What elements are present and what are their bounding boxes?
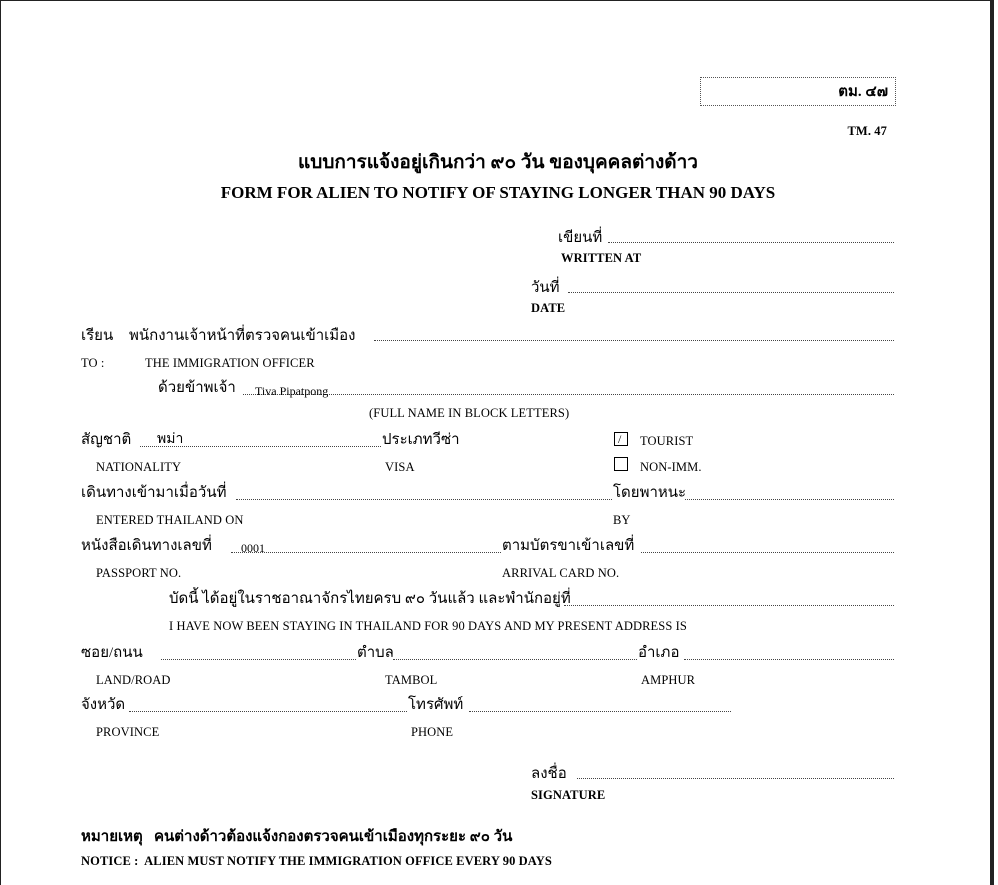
fullname-label-th: ด้วยข้าพเจ้า — [158, 380, 236, 396]
entered-field[interactable] — [236, 499, 612, 500]
form-code-th: ตม. ๔๗ — [838, 84, 888, 100]
signature-field[interactable] — [577, 778, 894, 779]
visa-label-th: ประเภทวีซ่า — [382, 432, 460, 448]
arrival-card-field[interactable] — [641, 552, 894, 553]
arrival-card-label-en: ARRIVAL CARD NO. — [502, 566, 620, 580]
nationality-label-th: สัญชาติ — [81, 432, 132, 448]
tambol-field[interactable] — [393, 659, 637, 660]
tambol-label-th: ตำบล — [357, 645, 394, 661]
fullname-hint: (FULL NAME IN BLOCK LETTERS) — [369, 406, 570, 420]
signature-label-en: SIGNATURE — [531, 788, 606, 802]
date-label-th: วันที่ — [531, 280, 560, 296]
tambol-label-en: TAMBOL — [385, 673, 438, 687]
visa-label-en: VISA — [385, 460, 415, 474]
staying-field[interactable] — [564, 605, 894, 606]
by-label-th: โดยพาหนะ — [613, 485, 687, 501]
entered-label-en: ENTERED THAILAND ON — [96, 513, 244, 527]
amphur-field[interactable] — [684, 659, 894, 660]
road-label-th: ซอย/ถนน — [81, 645, 143, 661]
fullname-value: Tiva Pipatpong — [255, 384, 329, 398]
visa-tourist-mark: / — [618, 432, 622, 446]
visa-tourist-label: TOURIST — [640, 434, 694, 448]
form-title-th: แบบการแจ้งอยู่เกินกว่า ๙๐ วัน ของบุคคลต่างด้าว — [298, 152, 698, 173]
passport-label-th: หนังสือเดินทางเลขที่ — [81, 538, 212, 554]
visa-nonimm-checkbox[interactable] — [614, 457, 628, 471]
notice-th: หมายเหตุ คนต่างด้าวต้องแจ้งกองตรวจคนเข้าเมืองทุกระยะ ๙๐ วัน — [81, 829, 513, 845]
nationality-value: พม่า — [157, 432, 184, 447]
passport-value: 0001 — [241, 541, 265, 555]
to-value-th: พนักงานเจ้าหน้าที่ตรวจคนเข้าเมือง — [129, 328, 356, 344]
phone-label-th: โทรศัพท์ — [408, 697, 464, 713]
road-label-en: LAND/ROAD — [96, 673, 171, 687]
notice-en: NOTICE : ALIEN MUST NOTIFY THE IMMIGRATION OFFICE EVERY 90 DAYS — [81, 854, 552, 868]
visa-nonimm-label: NON-IMM. — [640, 460, 702, 474]
passport-label-en: PASSPORT NO. — [96, 566, 182, 580]
date-field[interactable] — [568, 292, 894, 293]
amphur-label-th: อำเภอ — [638, 645, 680, 661]
written-at-field[interactable] — [608, 242, 894, 243]
form-code-en: TM. 47 — [847, 124, 887, 138]
by-label-en: BY — [613, 513, 631, 527]
amphur-label-en: AMPHUR — [641, 673, 696, 687]
written-at-label-en: WRITTEN AT — [561, 251, 642, 265]
by-field[interactable] — [685, 499, 894, 500]
staying-label-th: บัดนี้ ได้อยู่ในราชอาณาจักรไทยครบ ๙๐ วันแล้ว และพำนักอยู่ที่ — [169, 591, 571, 607]
signature-label-th: ลงชื่อ — [531, 766, 567, 782]
entered-label-th: เดินทางเข้ามาเมื่อวันที่ — [81, 485, 227, 501]
nationality-label-en: NATIONALITY — [96, 460, 182, 474]
to-label-en: TO : — [81, 356, 105, 370]
to-line — [374, 340, 894, 341]
form-title-en: FORM FOR ALIEN TO NOTIFY OF STAYING LONGER THAN 90 DAYS — [220, 183, 776, 202]
fullname-field[interactable] — [243, 394, 894, 395]
province-field[interactable] — [129, 711, 407, 712]
road-field[interactable] — [161, 659, 356, 660]
province-label-th: จังหวัด — [81, 697, 126, 713]
phone-label-en: PHONE — [411, 725, 454, 739]
to-label-th: เรียน — [81, 328, 114, 344]
province-label-en: PROVINCE — [96, 725, 160, 739]
staying-label-en: I HAVE NOW BEEN STAYING IN THAILAND FOR 90 DAYS AND MY PRESENT ADDRESS IS — [169, 619, 687, 633]
phone-field[interactable] — [469, 711, 731, 712]
to-value-en: THE IMMIGRATION OFFICER — [145, 356, 315, 370]
passport-field[interactable] — [231, 552, 501, 553]
written-at-label-th: เขียนที่ — [558, 230, 603, 246]
date-label-en: DATE — [531, 301, 566, 315]
arrival-card-label-th: ตามบัตรขาเข้าเลขที่ — [502, 538, 635, 554]
